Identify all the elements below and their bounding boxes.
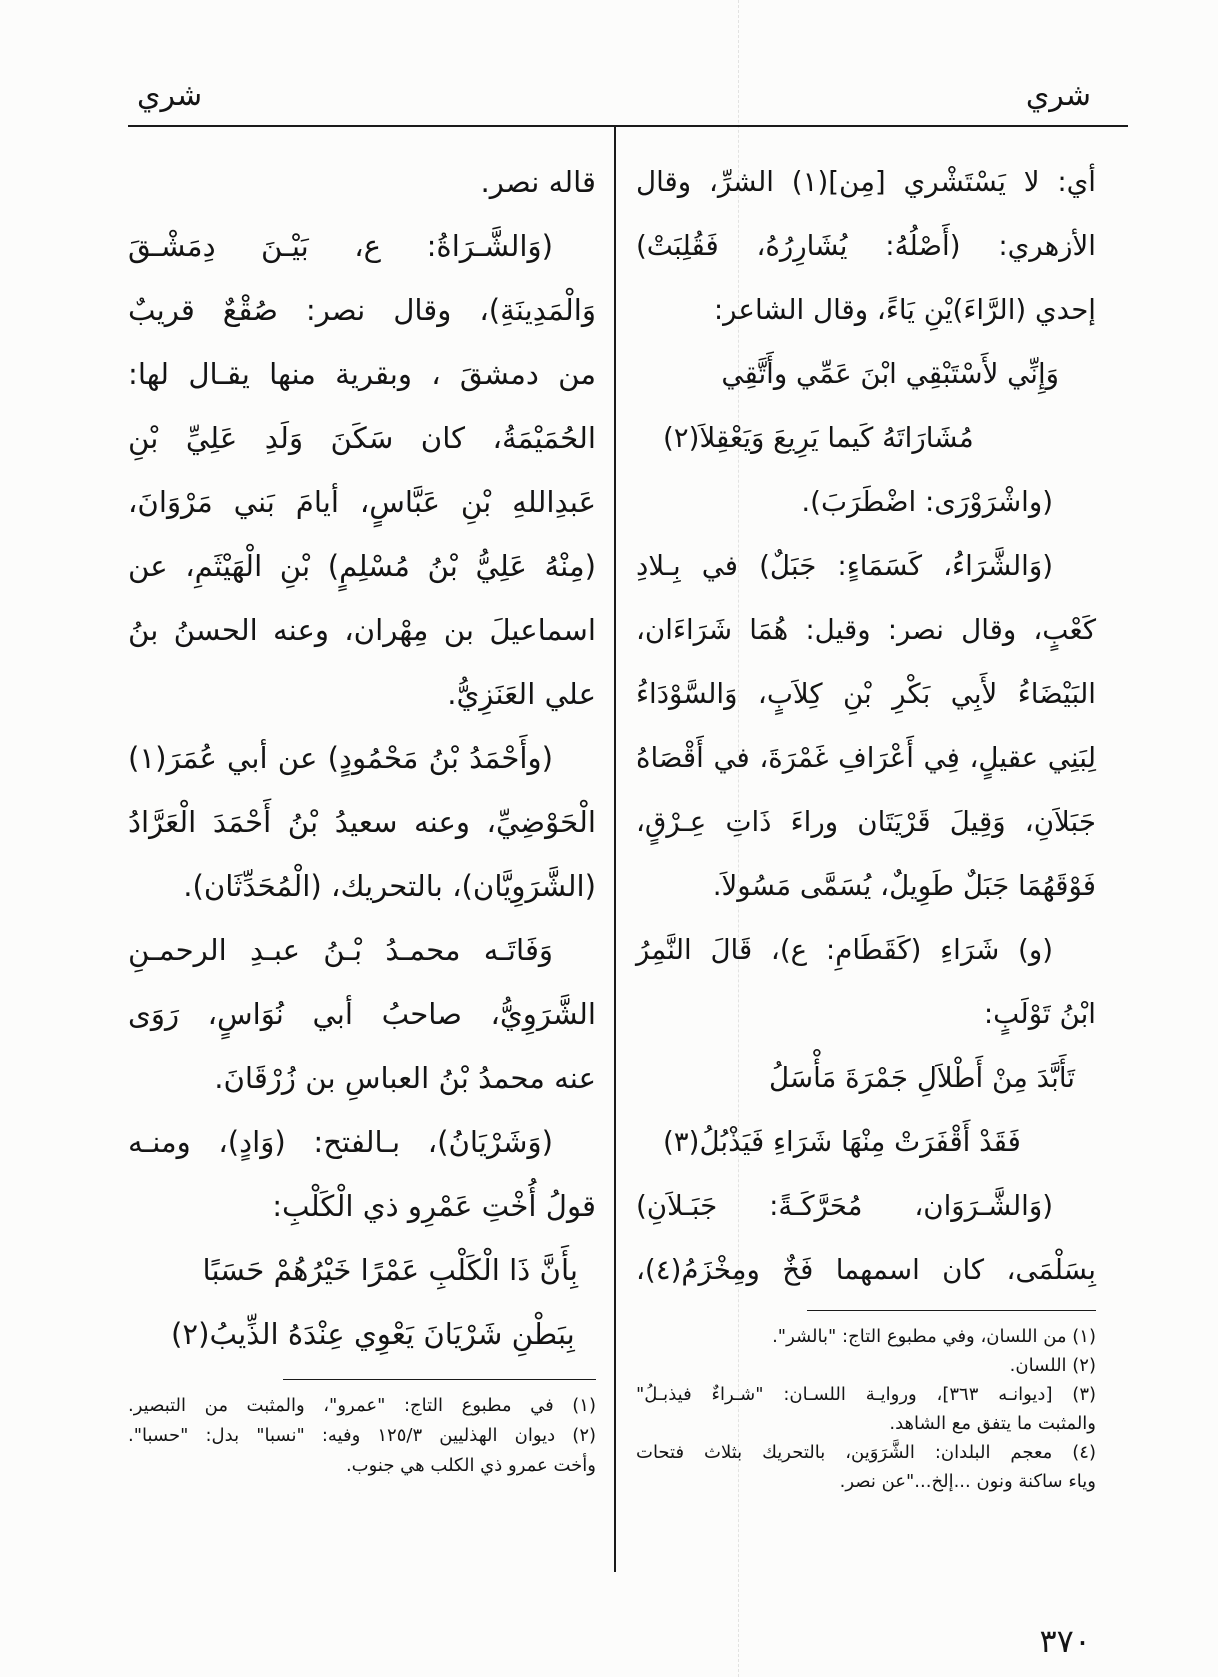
text-line: عنه محمدُ بْنُ العباسِ بن زُرْقَانَ. <box>214 1061 596 1095</box>
verse-line: بِبَطْنِ شَرْيَانَ يَعْوِي عِنْدَهُ الذِّيبُ(٢) <box>171 1317 575 1351</box>
text-line: وَالْمَدِينَةِ)، وقال نصر: صُقْعٌ قريبٌ <box>128 293 596 327</box>
page-number: ٣٧٠ <box>1039 1622 1091 1660</box>
entry-line: (وأَحْمَدُ بْنُ مَحْمُودٍ) عن أبي عُمَرَ(١) <box>128 741 553 775</box>
verse-line: بِأَنَّ ذَا الْكَلْبِ عَمْرًا خَيْرُهُمْ حَسَبًا <box>202 1253 578 1287</box>
text-line: (الشَّرَوِيَّان)، بالتحريك، (الْمُحَدِّثَان). <box>183 869 596 903</box>
running-header-right: شري <box>1025 78 1091 113</box>
right-column-text <box>636 150 1096 1302</box>
text-line: الشَّرَوِيُّ، صاحبُ أبي نُوَاسٍ، رَوَى <box>128 997 596 1031</box>
entry-line: (وَالشَّـرَاةُ: ع، بَيْـنَ دِمَشْـقَ <box>128 229 553 263</box>
text-line: علي العَنَزِيُّ. <box>447 677 596 711</box>
text-line: قولُ أُخْتِ عَمْرِو ذي الْكَلْبِ: <box>272 1189 596 1223</box>
left-column-text <box>128 150 596 1366</box>
verse-line: تَأَبَّدَ مِنْ أَطْلاَلِ جَمْرَةَ مَأْسَلُ <box>768 1061 1075 1094</box>
right-column-footnotes <box>636 1322 1096 1496</box>
text-line: اسماعيلَ بن مِهْران، وعنه الحسنُ بنُ <box>128 613 596 647</box>
footnote-line: والمثبت ما يتفق مع الشاهد. <box>889 1413 1096 1434</box>
entry-line: (وَشَرْيَانُ)، بـالفتح: (وَادٍ)، ومنـه <box>128 1125 553 1159</box>
column-divider <box>614 126 616 1572</box>
header-rule <box>128 125 1128 127</box>
text-line: قاله نصر. <box>480 165 596 199</box>
entry-line: (وَالشَّرَاءُ، كَسَمَاءٍ: جَبَلٌ) في بِـلادِ <box>636 549 1053 582</box>
text-line: (مِنْهُ عَلِيُّ بْنُ مُسْلِمٍ) بْنِ الْهَيْثَمِ، عن <box>128 549 596 583</box>
text-line: بِسَلْمَى، كان اسمهما فَخٌ ومِخْزَمُ(٤)، <box>636 1253 1096 1286</box>
running-header-left: شري <box>137 78 203 113</box>
text-line: البَيْضَاءُ لأَبِي بَكْرِ بْنِ كِلاَبٍ، وَالسَّوْدَاءُ <box>636 677 1096 710</box>
footnote-line: (١) في مطبوع التاج: "عمرو"، والمثبت من التبصير. <box>128 1395 596 1416</box>
footnote-line: (٢) ديوان الهذليين ١٢٥/٣ وفيه: "نسبا" بدل: "حسبا". <box>128 1425 597 1446</box>
text-line: فَوْقَهُمَا جَبَلٌ طَوِيلٌ، يُسَمَّى مَسُولاَ. <box>712 869 1096 902</box>
footnote-line: (٣) [ديوانـه ٣٦٣]، وروايـة اللسـان: "شـراءٌ فيذبـلُ" <box>636 1384 1097 1405</box>
verse-line: مُشَارَاتَهُ كَيما يَرِيعَ وَيَعْقِلاَ(٢) <box>663 421 974 454</box>
text-line: الأزهري: (أَصْلُهُ: يُشَارِرُهُ، فَقُلِبَتْ) <box>636 229 1096 262</box>
footnote-rule <box>807 1310 1096 1311</box>
verse-line: وَإِنِّي لأَسْتَبْقِي ابْنَ عَمِّي وأَتَّقِي <box>721 357 1059 390</box>
text-line: عَبدِاللهِ بْنِ عَبَّاسٍ، أيامَ بَني مَرْوَانَ، <box>128 485 596 519</box>
entry-line: وَفَاتَـه محمـدُ بْـنُ عبـدِ الرحمـنِ <box>128 933 553 967</box>
footnote-line: وأخت عمرو ذي الكلب هي جنوب. <box>345 1455 596 1476</box>
text-line: لِبَنِي عقيلٍ، فِي أَعْرَافِ غَمْرَةَ، في أَقْصَاهُ <box>636 741 1096 774</box>
text-line: كَعْبٍ، وقال نصر: وقيل: هُمَا شَرَاءَان، <box>636 613 1096 646</box>
footnote-line: (١) من اللسان، وفي مطبوع التاج: "بالشر". <box>772 1326 1096 1347</box>
left-column-footnotes <box>128 1391 596 1481</box>
text-line: الحُمَيْمَةُ، كان سَكَنَ وَلَدِ عَلِيِّ بْنِ <box>128 421 596 455</box>
entry-line: (و) شَرَاءِ (كَقَطَامِ: ع)، قَالَ النَّمِرُ <box>636 933 1053 966</box>
footnote-line: (٢) اللسان. <box>1009 1355 1096 1376</box>
verse-line: فَقَدْ أَقْفَرَتْ مِنْهَا شَرَاءِ فَيَذْبُلُ(٣) <box>663 1125 1021 1158</box>
text-line: إحدي (الرَّاءَ)يْنِ يَاءً، وقال الشاعر: <box>713 293 1096 326</box>
footnote-line: (٤) معجم البلدان: الشَّرَوَين، بالتحريك بثلاث فتحات <box>636 1442 1096 1463</box>
footnote-line: وياء ساكنة ونون ...إلخ..."عن نصر. <box>839 1471 1096 1492</box>
footnote-rule <box>283 1379 596 1380</box>
text-line: جَبَلاَنِ، وَقِيلَ قَرْيَتَان وراءَ ذَاتِ عِـرْقٍ، <box>636 805 1096 838</box>
text-line: ابْنُ تَوْلَبٍ: <box>983 997 1096 1030</box>
text-line: من دمشقَ ، وبقرية منها يقـال لها: <box>128 357 596 391</box>
text-line: أي: لا يَسْتَشْري [مِن](١) الشرِّ، وقال <box>636 165 1096 198</box>
entry-line: (وَالشَّـرَوَان، مُحَرَّكَـةً: جَبَـلاَنِ) <box>636 1189 1053 1222</box>
text-line: الْحَوْضِيِّ، وعنه سعيدُ بْنُ أَحْمَدَ الْعَرَّادُ <box>128 805 596 839</box>
entry-line: (واشْرَوْرَى: اضْطَرَبَ). <box>801 485 1053 518</box>
